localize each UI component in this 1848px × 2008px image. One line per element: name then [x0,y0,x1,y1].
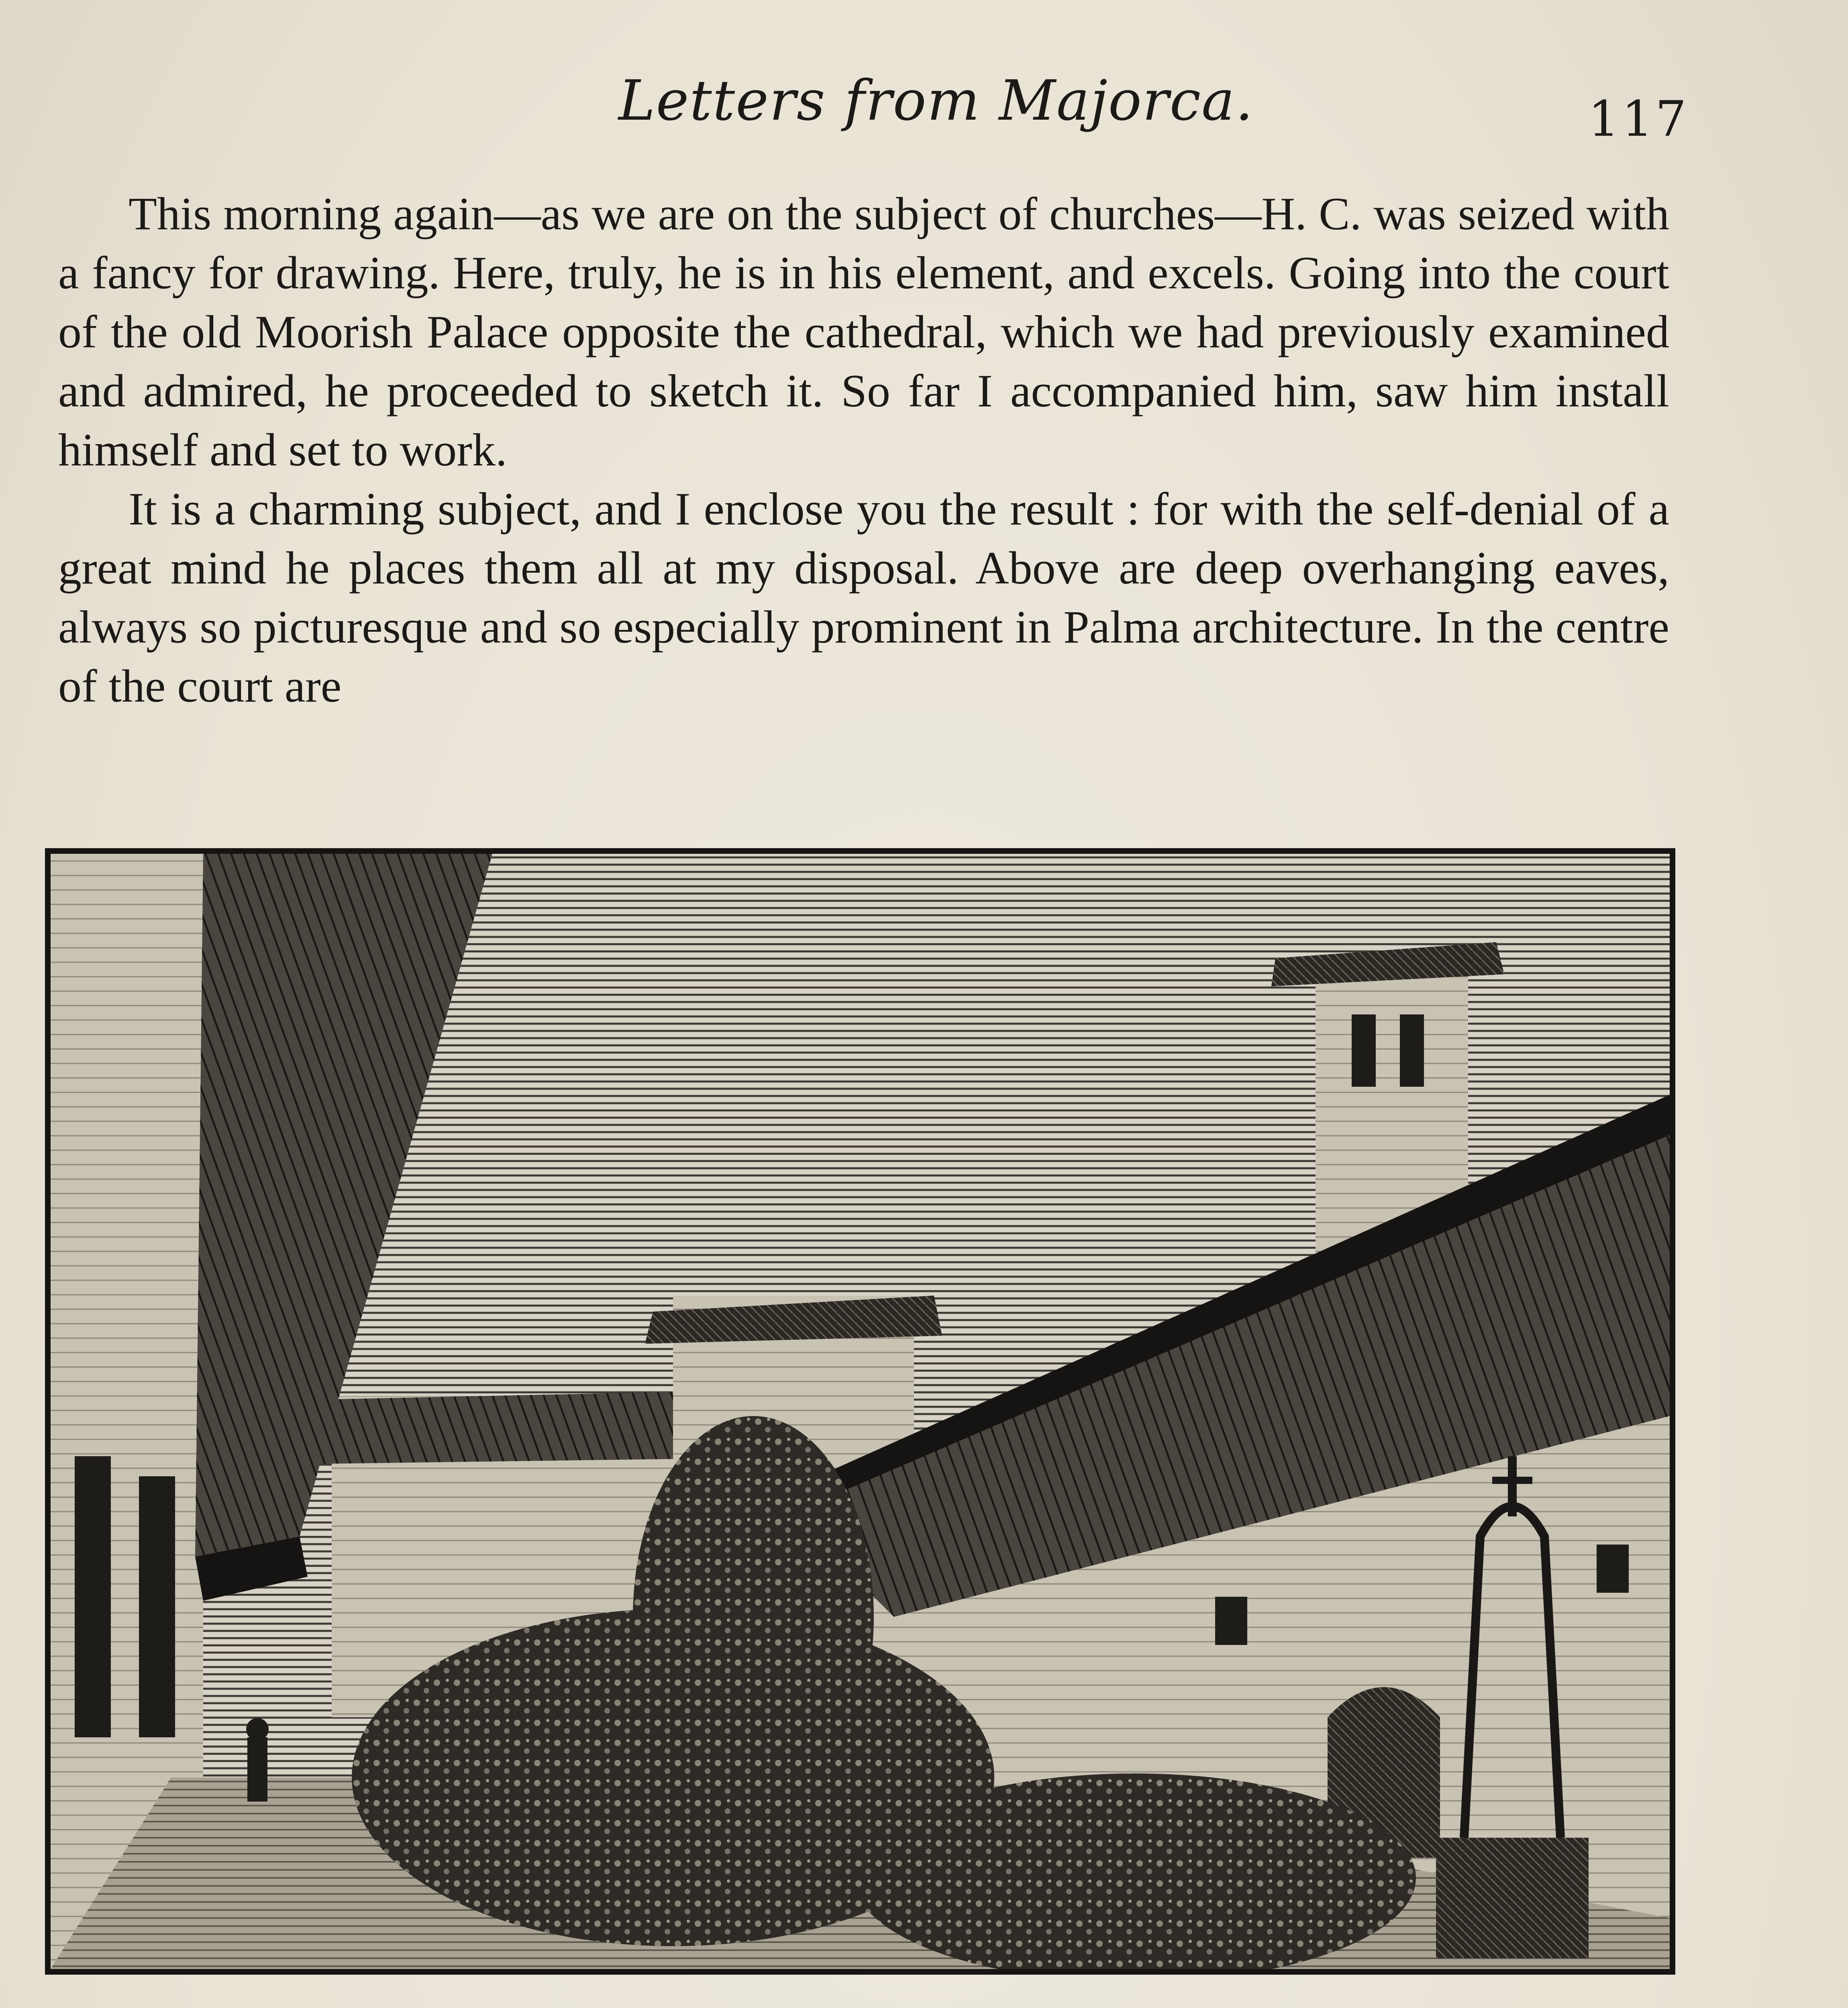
engraving-illustration [45,848,1675,1975]
paragraph: It is a charming subject, and I enclose you the result : for with the self-denial of a great mind he places them all at my disposal. Above are deep overhanging eaves, always so picturesque and so especially prominent in Palma architecture. In the centre of the court are [58,484,1669,712]
paragraph: This morning again—as we are on the subject of churches—H. C. was seized with a fancy for drawing. Here, truly, he is in his element, and excels. Going into the court of the old Moorish Palace opposite the cathedral, which we had previously examined and admired, he proceeded to sketch it. So far I accompanied him, saw him install himself and set to work. [58,188,1669,476]
running-title: Letters from Majorca. [618,68,1254,133]
courtyard-engraving [51,854,1670,1969]
page-number: 117 [1588,90,1689,147]
body-text-top [58,185,1669,716]
